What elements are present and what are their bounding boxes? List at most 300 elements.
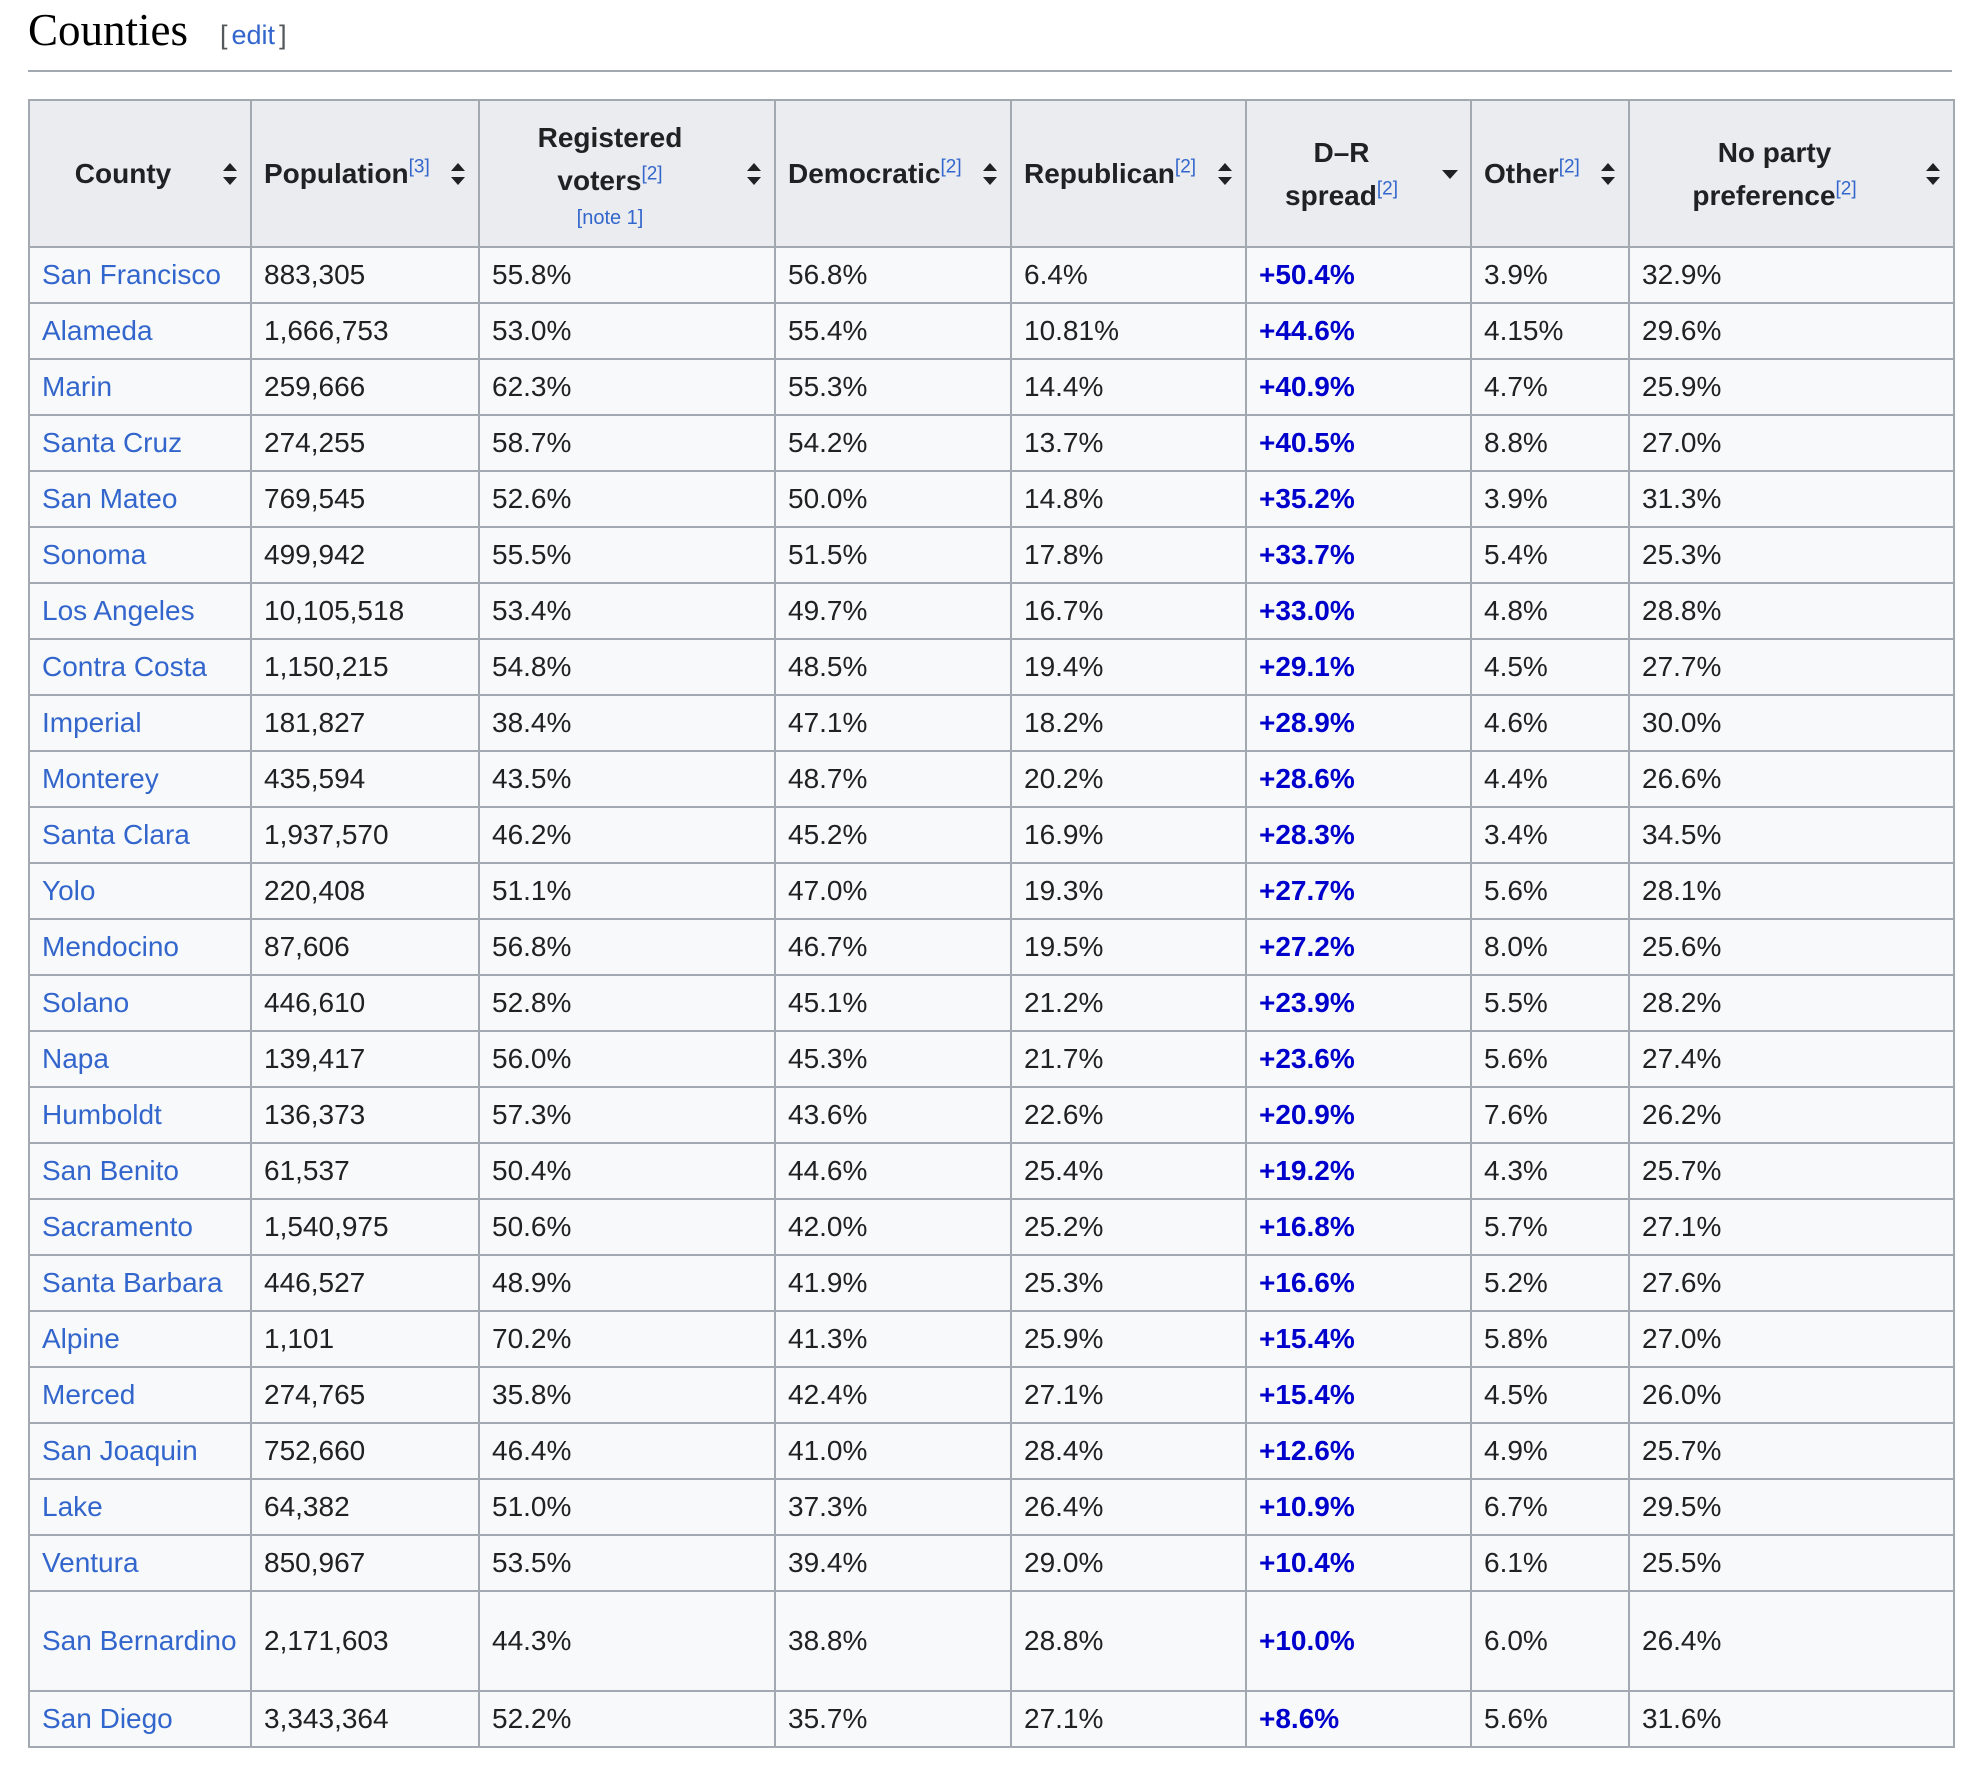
sort-icon[interactable] [450,163,466,185]
registered-voters-cell [479,1591,775,1691]
democratic-cell [775,975,1011,1031]
no-party-cell [1629,471,1954,527]
cell-value: +20.9% [1259,1099,1355,1130]
dr-spread-cell [1246,1691,1471,1747]
column-header-county[interactable] [29,100,251,247]
no-party-cell [1629,1031,1954,1087]
cell-value: 56.8% [492,931,572,962]
dr-spread-cell [1246,1591,1471,1691]
sort-icon[interactable] [1600,163,1616,185]
county-link[interactable]: Sonoma [42,539,147,570]
democratic-cell [775,863,1011,919]
registered-voters-cell [479,1691,775,1747]
column-label-line1: No party [1717,136,1832,168]
cell-value: 43.5% [492,763,572,794]
republican-cell [1011,807,1246,863]
cell-value: 45.3% [788,1043,868,1074]
county-link[interactable]: San Joaquin [42,1435,198,1466]
cell-value: 25.7% [1642,1435,1722,1466]
registered-voters-cell [479,1367,775,1423]
cell-value: +23.9% [1259,987,1355,1018]
population-cell [251,1143,479,1199]
county-link[interactable]: San Francisco [42,259,221,290]
dr-spread-cell [1246,807,1471,863]
cell-value: 446,610 [264,987,366,1018]
county-link[interactable]: Merced [42,1379,136,1410]
reference-link[interactable]: [2] [641,163,663,185]
county-cell [29,1535,251,1591]
republican-cell [1011,1367,1246,1423]
other-cell [1471,1031,1629,1087]
no-party-cell [1629,975,1954,1031]
cell-value: 1,666,753 [264,315,389,346]
table-row [29,807,1954,863]
other-cell [1471,1591,1629,1691]
section-heading [28,0,1952,72]
dr-spread-cell [1246,639,1471,695]
reference-link[interactable]: [2] [940,156,962,178]
cell-value: 27.0% [1642,427,1722,458]
cell-value: +12.6% [1259,1435,1355,1466]
county-link[interactable]: Ventura [42,1547,139,1578]
dr-spread-cell [1246,415,1471,471]
no-party-cell [1629,583,1954,639]
cell-value: 87,606 [264,931,350,962]
cell-value: 4.6% [1484,707,1548,738]
cell-value: 769,545 [264,483,366,514]
republican-cell [1011,695,1246,751]
county-cell [29,1367,251,1423]
cell-value: 47.1% [788,707,868,738]
cell-value: 31.6% [1642,1703,1722,1734]
cell-value: 56.8% [788,259,868,290]
other-cell [1471,975,1629,1031]
county-cell [29,1087,251,1143]
cell-value: 49.7% [788,595,868,626]
cell-value: +28.3% [1259,819,1355,850]
cell-value: 29.5% [1642,1491,1722,1522]
header-row [29,100,1954,247]
table-row [29,1199,1954,1255]
republican-cell [1011,1535,1246,1591]
edit-link[interactable]: edit [231,20,276,50]
population-cell [251,695,479,751]
republican-cell [1011,415,1246,471]
sort-icon[interactable] [1217,163,1233,185]
table-row [29,1255,1954,1311]
county-link[interactable]: Monterey [42,763,159,794]
cell-value: 3.9% [1484,259,1548,290]
other-cell [1471,415,1629,471]
county-link[interactable]: Humboldt [42,1099,162,1130]
republican-cell [1011,303,1246,359]
cell-value: 35.8% [492,1379,572,1410]
table-row [29,1143,1954,1199]
table-row [29,975,1954,1031]
registered-voters-cell [479,303,775,359]
dr-spread-cell [1246,359,1471,415]
population-cell [251,863,479,919]
county-link[interactable]: Sacramento [42,1211,193,1242]
other-cell [1471,1143,1629,1199]
dr-spread-cell [1246,583,1471,639]
cell-value: 19.3% [1024,875,1104,906]
democratic-cell [775,751,1011,807]
registered-voters-cell [479,583,775,639]
cell-value: +23.6% [1259,1043,1355,1074]
cell-value: 3.4% [1484,819,1548,850]
column-label: Other [1484,158,1559,189]
cell-value: 499,942 [264,539,366,570]
other-cell [1471,359,1629,415]
cell-value: 45.1% [788,987,868,1018]
population-cell [251,527,479,583]
cell-value: +33.0% [1259,595,1355,626]
cell-value: 43.6% [788,1099,868,1130]
table-row [29,1031,1954,1087]
no-party-cell [1629,751,1954,807]
note-link[interactable]: [note 1] [576,206,644,229]
democratic-cell [775,695,1011,751]
population-cell [251,1691,479,1747]
cell-value: 53.5% [492,1547,572,1578]
cell-value: 4.8% [1484,595,1548,626]
cell-value: 28.4% [1024,1435,1104,1466]
column-header-democratic[interactable] [775,100,1011,247]
table-row [29,247,1954,303]
table-row [29,527,1954,583]
cell-value: 42.4% [788,1379,868,1410]
registered-voters-cell [479,1311,775,1367]
cell-value: 46.2% [492,819,572,850]
cell-value: 5.7% [1484,1211,1548,1242]
cell-value: 6.4% [1024,259,1088,290]
reference-link[interactable]: [2] [1376,178,1398,200]
county-cell [29,919,251,975]
dr-spread-cell [1246,471,1471,527]
cell-value: 4.9% [1484,1435,1548,1466]
registered-voters-cell [479,639,775,695]
cell-value: 52.6% [492,483,572,514]
democratic-cell [775,247,1011,303]
county-link[interactable]: Alpine [42,1323,120,1354]
other-cell [1471,639,1629,695]
cell-value: 25.3% [1024,1267,1104,1298]
table-row [29,751,1954,807]
other-cell [1471,303,1629,359]
other-cell [1471,1199,1629,1255]
cell-value: 16.9% [1024,819,1104,850]
other-cell [1471,751,1629,807]
cell-value: +16.8% [1259,1211,1355,1242]
county-link[interactable]: Santa Clara [42,819,190,850]
cell-value: 27.4% [1642,1043,1722,1074]
county-cell [29,471,251,527]
dr-spread-cell [1246,1479,1471,1535]
reference-link[interactable]: [2] [1174,156,1197,178]
cell-value: 55.4% [788,315,868,346]
cell-value: 62.3% [492,371,572,402]
table-row [29,1311,1954,1367]
cell-value: 30.0% [1642,707,1722,738]
reference-link[interactable]: [3] [408,156,430,178]
table-row [29,359,1954,415]
cell-value: 27.7% [1642,651,1722,682]
dr-spread-cell [1246,1535,1471,1591]
dr-spread-cell [1246,695,1471,751]
column-header-no-party-preference[interactable] [1629,100,1954,247]
cell-value: 28.8% [1642,595,1722,626]
county-cell [29,1143,251,1199]
registered-voters-cell [479,1535,775,1591]
county-link[interactable]: Solano [42,987,130,1018]
county-link[interactable]: San Benito [42,1155,179,1186]
population-cell [251,1031,479,1087]
reference-link[interactable]: [2] [1835,178,1857,200]
cell-value: 5.6% [1484,1703,1548,1734]
democratic-cell [775,1199,1011,1255]
other-cell [1471,1691,1629,1747]
registered-voters-cell [479,1199,775,1255]
republican-cell [1011,1087,1246,1143]
county-cell [29,247,251,303]
no-party-cell [1629,1691,1954,1747]
cell-value: 850,967 [264,1547,366,1578]
cell-value: 25.4% [1024,1155,1104,1186]
cell-value: 5.6% [1484,875,1548,906]
population-cell [251,1255,479,1311]
county-link[interactable]: Contra Costa [42,651,207,682]
sort-icon[interactable] [746,163,762,185]
cell-value: 46.7% [788,931,868,962]
no-party-cell [1629,1255,1954,1311]
county-cell [29,695,251,751]
cell-value: 47.0% [788,875,868,906]
table-row [29,1691,1954,1747]
other-cell [1471,1535,1629,1591]
county-link[interactable]: Santa Barbara [42,1267,223,1298]
republican-cell [1011,247,1246,303]
table-row [29,1535,1954,1591]
county-link[interactable]: Santa Cruz [42,427,183,458]
county-link[interactable]: Mendocino [42,931,179,962]
cell-value: 28.1% [1642,875,1722,906]
cell-value: 752,660 [264,1435,366,1466]
registered-voters-cell [479,695,775,751]
cell-value: 52.2% [492,1703,572,1734]
cell-value: 53.4% [492,595,572,626]
cell-value: 25.6% [1642,931,1722,962]
registered-voters-cell [479,1479,775,1535]
cell-value: +40.9% [1259,371,1355,402]
sort-descending-icon[interactable] [1442,163,1458,185]
county-link[interactable]: Marin [42,371,113,402]
column-label: Democratic [788,158,941,189]
registered-voters-cell [479,975,775,1031]
county-link[interactable]: Napa [42,1043,109,1074]
column-header-population[interactable] [251,100,479,247]
republican-cell [1011,1423,1246,1479]
no-party-cell [1629,247,1954,303]
cell-value: 7.6% [1484,1099,1548,1130]
republican-cell [1011,919,1246,975]
cell-value: 53.0% [492,315,572,346]
other-cell [1471,1423,1629,1479]
registered-voters-cell [479,1087,775,1143]
sort-icon[interactable] [982,163,998,185]
cell-value: 28.8% [1024,1625,1104,1656]
cell-value: 51.0% [492,1491,572,1522]
cell-value: 27.6% [1642,1267,1722,1298]
column-header-republican[interactable] [1011,100,1246,247]
population-cell [251,303,479,359]
cell-value: 446,527 [264,1267,366,1298]
democratic-cell [775,1479,1011,1535]
democratic-cell [775,1423,1011,1479]
other-cell [1471,1311,1629,1367]
dr-spread-cell [1246,751,1471,807]
cell-value: 13.7% [1024,427,1104,458]
cell-value: 44.6% [788,1155,868,1186]
county-cell [29,751,251,807]
no-party-cell [1629,1143,1954,1199]
cell-value: 1,101 [264,1323,335,1354]
other-cell [1471,863,1629,919]
population-cell [251,639,479,695]
county-link[interactable]: Lake [42,1491,103,1522]
table-row [29,1479,1954,1535]
reference-link[interactable]: [2] [1558,156,1580,178]
column-label: spread [1285,179,1377,211]
registered-voters-cell [479,527,775,583]
column-header-dr-spread[interactable] [1246,100,1471,247]
cell-value: +50.4% [1259,259,1355,290]
table-row [29,583,1954,639]
no-party-cell [1629,527,1954,583]
other-cell [1471,471,1629,527]
cell-value: 61,537 [264,1155,350,1186]
democratic-cell [775,639,1011,695]
other-cell [1471,1087,1629,1143]
county-cell [29,415,251,471]
counties-table [28,99,1955,1748]
cell-value: 29.0% [1024,1547,1104,1578]
cell-value: 48.9% [492,1267,572,1298]
cell-value: 25.5% [1642,1547,1722,1578]
cell-value: 41.0% [788,1435,868,1466]
cell-value: 56.0% [492,1043,572,1074]
cell-value: 26.4% [1024,1491,1104,1522]
dr-spread-cell [1246,863,1471,919]
republican-cell [1011,1255,1246,1311]
table-row [29,639,1954,695]
population-cell [251,247,479,303]
republican-cell [1011,1031,1246,1087]
table-row [29,919,1954,975]
county-link[interactable]: San Diego [42,1703,173,1734]
cell-value: +16.6% [1259,1267,1355,1298]
county-cell [29,1311,251,1367]
cell-value: 28.2% [1642,987,1722,1018]
county-link[interactable]: Yolo [42,875,96,906]
county-cell [29,527,251,583]
table-row [29,471,1954,527]
cell-value: +10.4% [1259,1547,1355,1578]
cell-value: +10.9% [1259,1491,1355,1522]
cell-value: 6.0% [1484,1625,1548,1656]
cell-value: +40.5% [1259,427,1355,458]
table-row [29,1423,1954,1479]
county-link[interactable]: Alameda [42,315,153,346]
cell-value: 3.9% [1484,483,1548,514]
democratic-cell [775,1535,1011,1591]
sort-icon[interactable] [1925,163,1941,185]
cell-value: 55.8% [492,259,572,290]
dr-spread-cell [1246,975,1471,1031]
no-party-cell [1629,639,1954,695]
cell-value: 25.7% [1642,1155,1722,1186]
cell-value: 8.8% [1484,427,1548,458]
republican-cell [1011,1143,1246,1199]
democratic-cell [775,359,1011,415]
no-party-cell [1629,1199,1954,1255]
population-cell [251,1535,479,1591]
population-cell [251,1311,479,1367]
cell-value: 27.1% [1642,1211,1722,1242]
democratic-cell [775,1031,1011,1087]
registered-voters-cell [479,919,775,975]
cell-value: +8.6% [1259,1703,1340,1734]
cell-value: 20.2% [1024,763,1104,794]
cell-value: 21.7% [1024,1043,1104,1074]
section-title: Counties [28,5,189,55]
no-party-cell [1629,863,1954,919]
table-body [29,247,1954,1747]
republican-cell [1011,1591,1246,1691]
county-link[interactable]: San Bernardino [42,1625,237,1656]
republican-cell [1011,527,1246,583]
cell-value: 58.7% [492,427,572,458]
column-label: Republican [1024,158,1175,189]
other-cell [1471,247,1629,303]
column-header-registered-voters[interactable] [479,100,775,247]
population-cell [251,359,479,415]
dr-spread-cell [1246,527,1471,583]
population-cell [251,1087,479,1143]
no-party-cell [1629,807,1954,863]
other-cell [1471,919,1629,975]
table-row [29,303,1954,359]
no-party-cell [1629,1311,1954,1367]
cell-value: 21.2% [1024,987,1104,1018]
cell-value: 4.4% [1484,763,1548,794]
cell-value: +28.6% [1259,763,1355,794]
county-link[interactable]: San Mateo [42,483,178,514]
cell-value: 435,594 [264,763,366,794]
population-cell [251,1367,479,1423]
column-header-other[interactable] [1471,100,1629,247]
dr-spread-cell [1246,1087,1471,1143]
sort-icon[interactable] [222,163,238,185]
cell-value: +10.0% [1259,1625,1355,1656]
cell-value: 44.3% [492,1625,572,1656]
county-link[interactable]: Los Angeles [42,595,195,626]
cell-value: 27.1% [1024,1379,1104,1410]
cell-value: 5.5% [1484,987,1548,1018]
registered-voters-cell [479,247,775,303]
county-link[interactable]: Imperial [42,707,142,738]
table-row [29,1591,1954,1691]
